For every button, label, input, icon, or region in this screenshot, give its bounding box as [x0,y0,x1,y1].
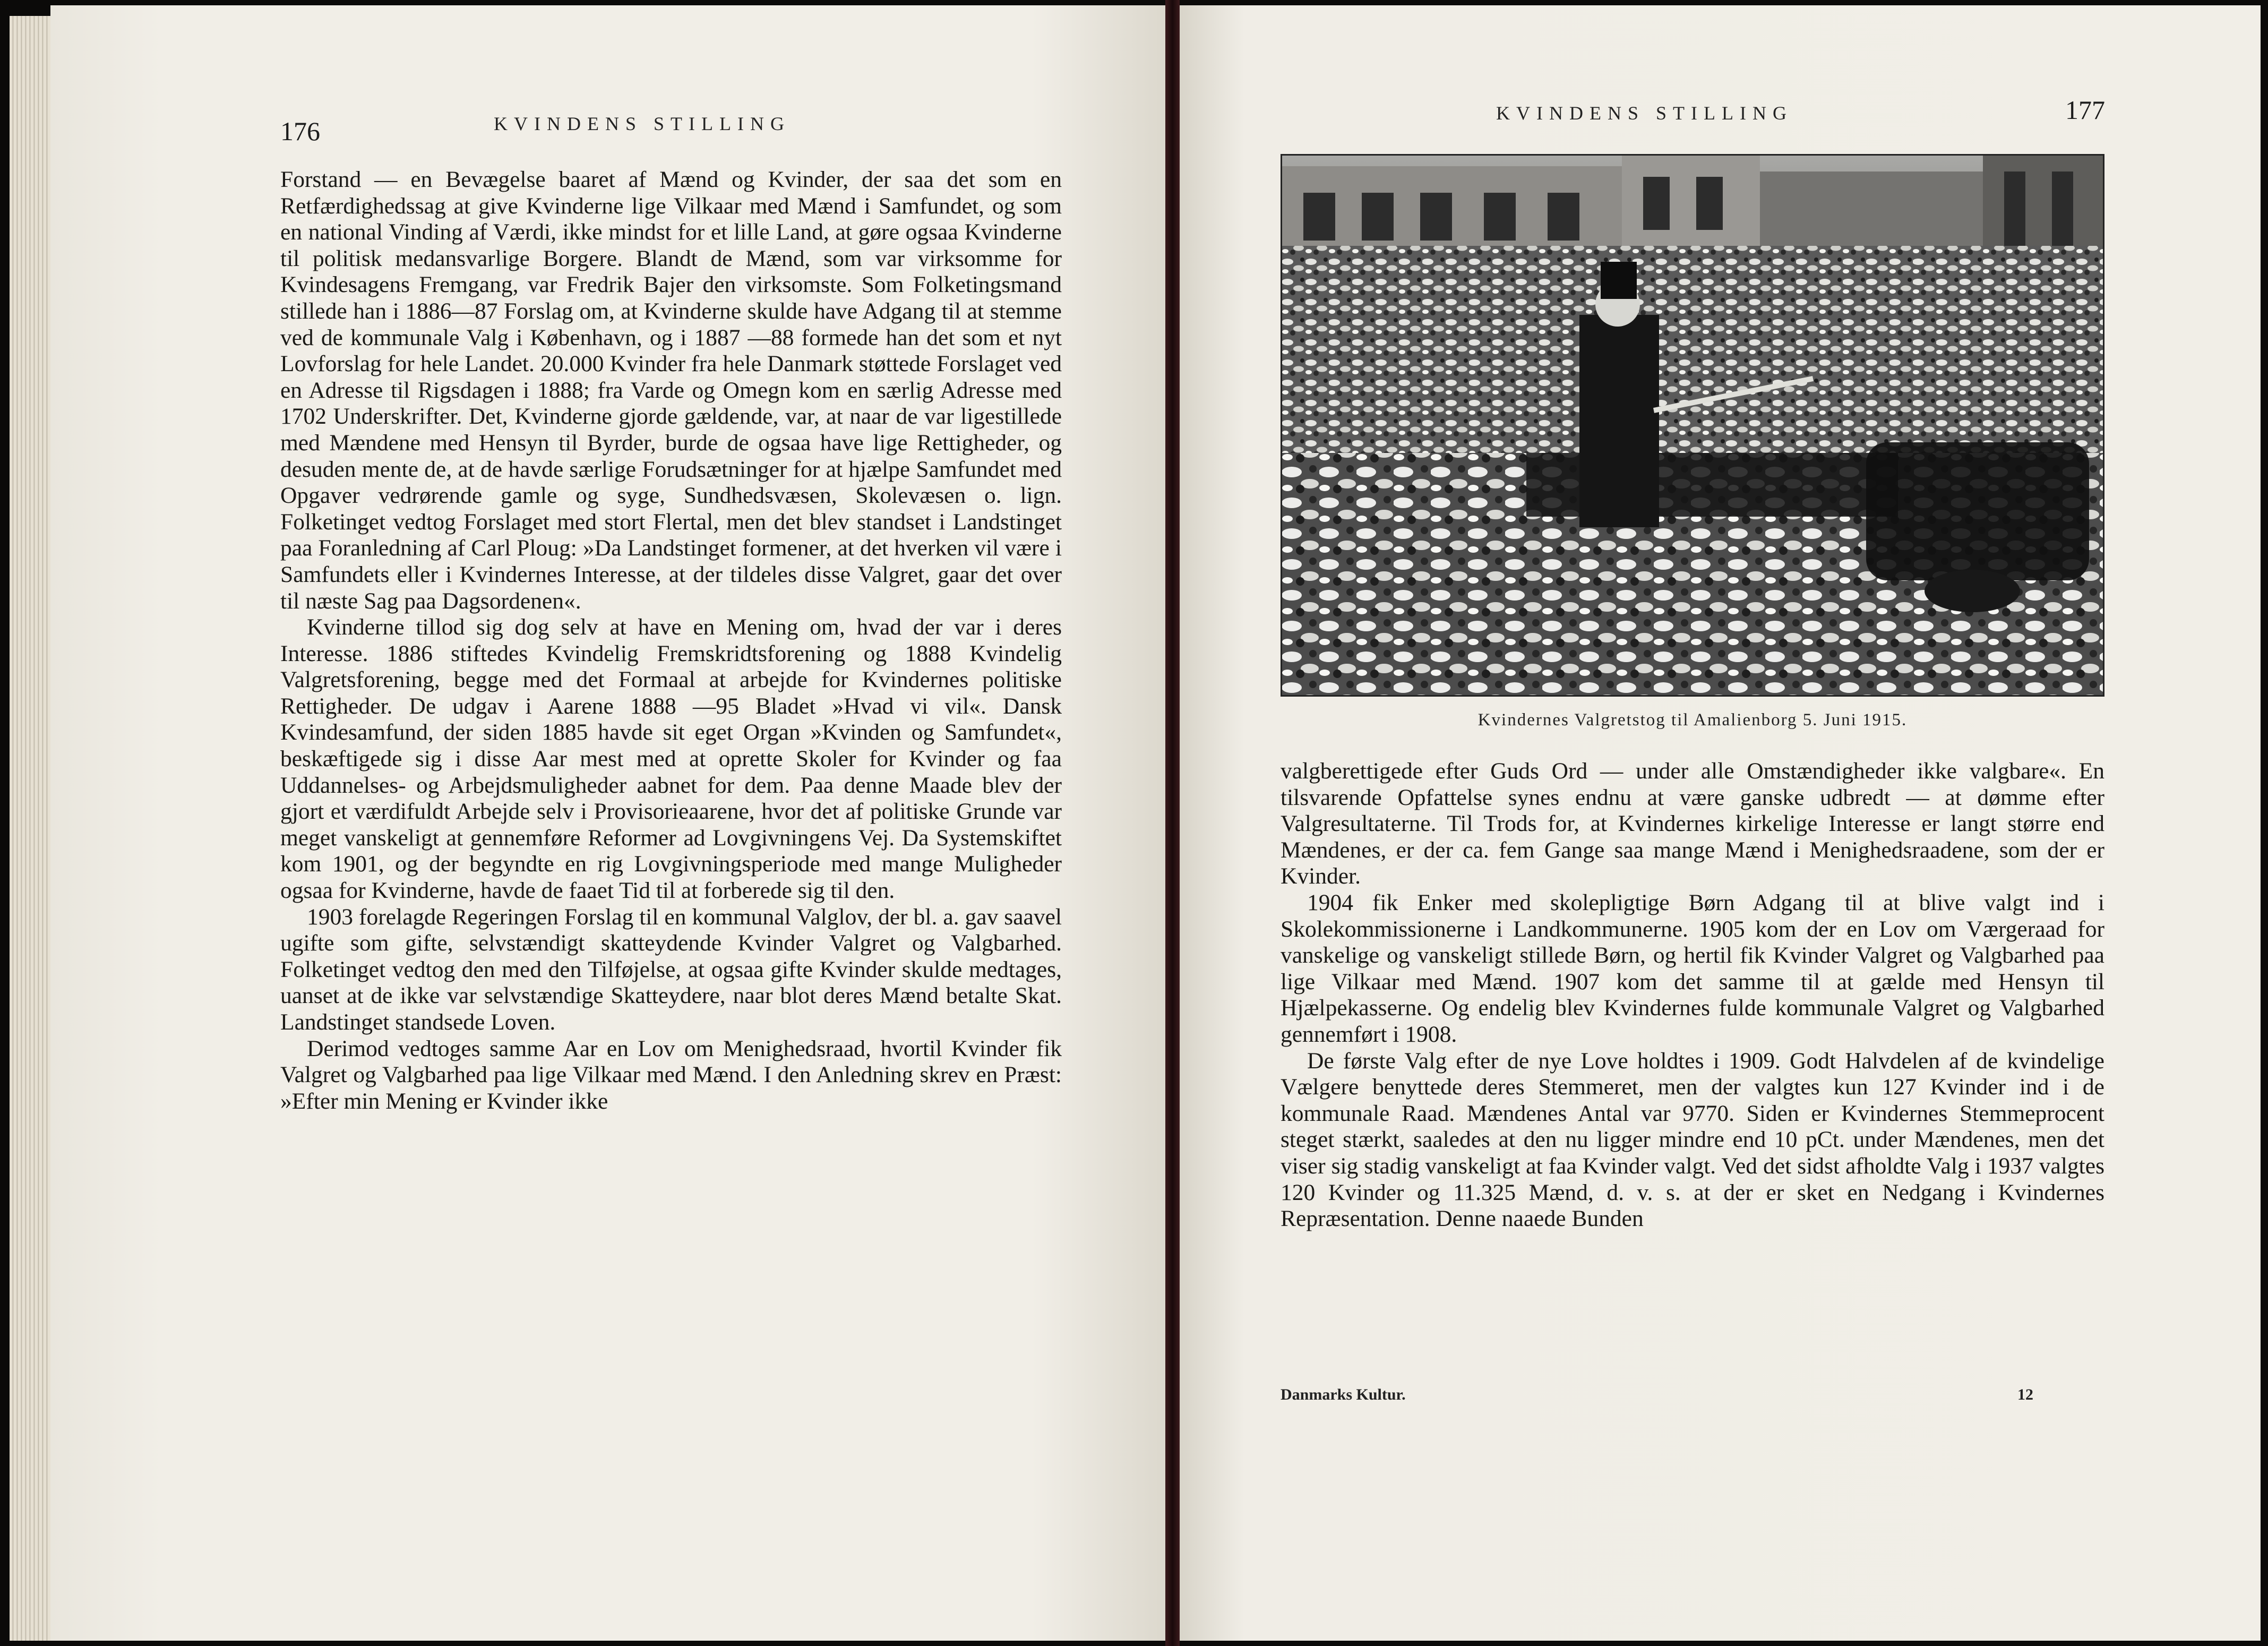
right-paragraph-1: valgberettigede efter Guds Ord — under alle Omstændigheder ikke valgbare«. En tilsvarende Opfattelse synes endnu at være ganske udbredt — at dømme efter Valgresultaterne. Til Trods for, at Kvindernes kirkelige Interesse er langt større end Mændenes, er der ca. fem Gange saa mange Mænd i Menighedsraadene, som der er Kvinder. [1281,758,2104,889]
book-spine [1165,0,1180,1646]
left-paragraph-3: 1903 forelagde Regeringen Forslag til en kommunal Valglov, der bl. a. gav saavel ugifte som gifte, selvstændigt skatteydende Kvinder Valgret og Valgbarhed. Folketinget vedtog den med den Tilføjelse, at ogsaa gifte Kvinder skulde medtages, uanset at de ikke var selvstændige Skatteydere, naar blot deres Mænd betalte Skat. Landstinget standsede Loven. [280,904,1062,1035]
signature-mark: Danmarks Kultur. [1281,1386,1406,1403]
photo-illustration [1282,156,2103,695]
gathering-number: 12 [2017,1386,2033,1403]
left-page-body [280,167,1062,1115]
right-page-body [1281,758,2104,1232]
left-paragraph-4: Derimod vedtoges samme Aar en Lov om Menighedsraad, hvortil Kvinder fik Valgret og Valgbarhed paa lige Vilkaar med Mænd. I den Anledning skrev en Præst: »Efter min Mening er Kvinder ikke [280,1035,1062,1114]
left-running-head: KVINDENS STILLING [494,113,791,134]
right-paragraph-3: De første Valg efter de nye Love holdtes i 1909. Godt Halvdelen af de kvindelige Vælgere benyttede deres Stemmeret, men der valgtes kun 127 Kvinder ind i de kommunale Raad. Mændenes Antal var 9770. Siden er Kvindernes Stemmeprocent steget stærkt, saaledes at den nu ligger mindre end 10 pCt. under Mændenes, men det viser sig stadig vanskeligt at faa Kvinder valgt. Ved det sidst afholdte Valg i 1937 valgtes 120 Kvinder og 11.325 Mænd, d. v. s. at der er sket en Nedgang i Kvindernes Repræsentation. Denne naaede Bunden [1281,1048,2104,1232]
right-running-head: KVINDENS STILLING [1496,102,1793,124]
left-page-number: 176 [280,116,320,146]
left-paragraph-2: Kvinderne tillod sig dog selv at have en Mening om, hvad der var i deres Interesse. 1886 stiftedes Kvindelig Fremskridtsforening og 1888 Kvindelig Valgretsforening, begge med det Formaal at arbejde for Kvindernes politiske Rettigheder. De udgav i Aarene 1888 —95 Bladet »Hvad vi vil«. Dansk Kvindesamfund, der siden 1885 havde sit eget Organ »Kvinden og Samfundet«, beskæftigede sig i disse Aar mest med at oprette Skoler for Kvinder og faa Uddannelses- og Arbejdsmuligheder aabnet for dem. Paa denne Maade blev der gjort et værdifuldt Arbejde selv i Provisorieaarene, hvor det af politiske Grunde var meget vanskeligt at gennemføre Reformer ad Lovgivningens Vej. Da Systemskiftet kom 1901, og der begyndte en rig Lovgivningsperiode med mange Muligheder ogsaa for Kvinderne, havde de faaet Tid til at forberede sig til den. [280,614,1062,904]
right-paragraph-2: 1904 fik Enker med skolepligtige Børn Adgang til at blive valgt ind i Skolekommissionerne i Landkommunerne. 1905 kom der en Lov om Værgeraad for vanskelige og vanskeligt stillede Børn, og hertil fik Kvinder Valgret og Valgbarhed paa lige Vilkaar med Mænd. 1907 kom det samme til at gælde med Hensyn til Hjælpekasserne. Og endelig blev Kvindernes fulde kommunale Valgret og Valgbarhed gennemført i 1908. [1281,889,2104,1047]
photo-caption: Kvindernes Valgretstog til Amalienborg 5. Juni 1915. [1477,710,1908,730]
right-page-number: 177 [2065,95,2105,125]
suffrage-procession-photo [1281,154,2104,697]
left-paragraph-1: Forstand — en Bevægelse baaret af Mænd og Kvinder, der saa det som en Retfærdighedssag at give Kvinderne lige Vilkaar med Mænd i Samfundet, og som en national Vinding af Værdi, ikke mindst for et lille Land, at gøre ogsaa Kvinderne til politisk medansvarlige Borgere. Blandt de Mænd, som var virksomme for Kvindesagens Fremgang, var Fredrik Bajer den virksomste. Som Folketingsmand stillede han i 1886—87 Forslag om, at Kvinderne skulde have Adgang til at stemme ved de kommunale Valg i København, og i 1887 —88 formede han det som et nyt Lovforslag for hele Landet. 20.000 Kvinder fra hele Danmark støttede Forslaget ved en Adresse til Rigsdagen i 1888; fra Varde og Omegn kom en særlig Adresse med 1702 Underskrifter. Det, Kvinderne gjorde gældende, var, at naar de var ligestillede med Mændene med Hensyn til Byrder, burde de ogsaa have lige Rettigheder, og desuden mente de, at de havde særlige Forudsætninger for at hjælpe Samfundet med Opgaver vedrørende gamle og syge, Sundhedsvæsen, Skolevæsen o. lign. Folketinget vedtog Forslaget med stort Flertal, men det blev standset i Landstinget paa Foranledning af Carl Ploug: »Da Landstinget formener, at det hverken vil være i Samfundets eller i Kvindernes Interesse, at der tildeles disse Valgret, gaar det over til næste Sag paa Dagsordenen«. [280,167,1062,614]
